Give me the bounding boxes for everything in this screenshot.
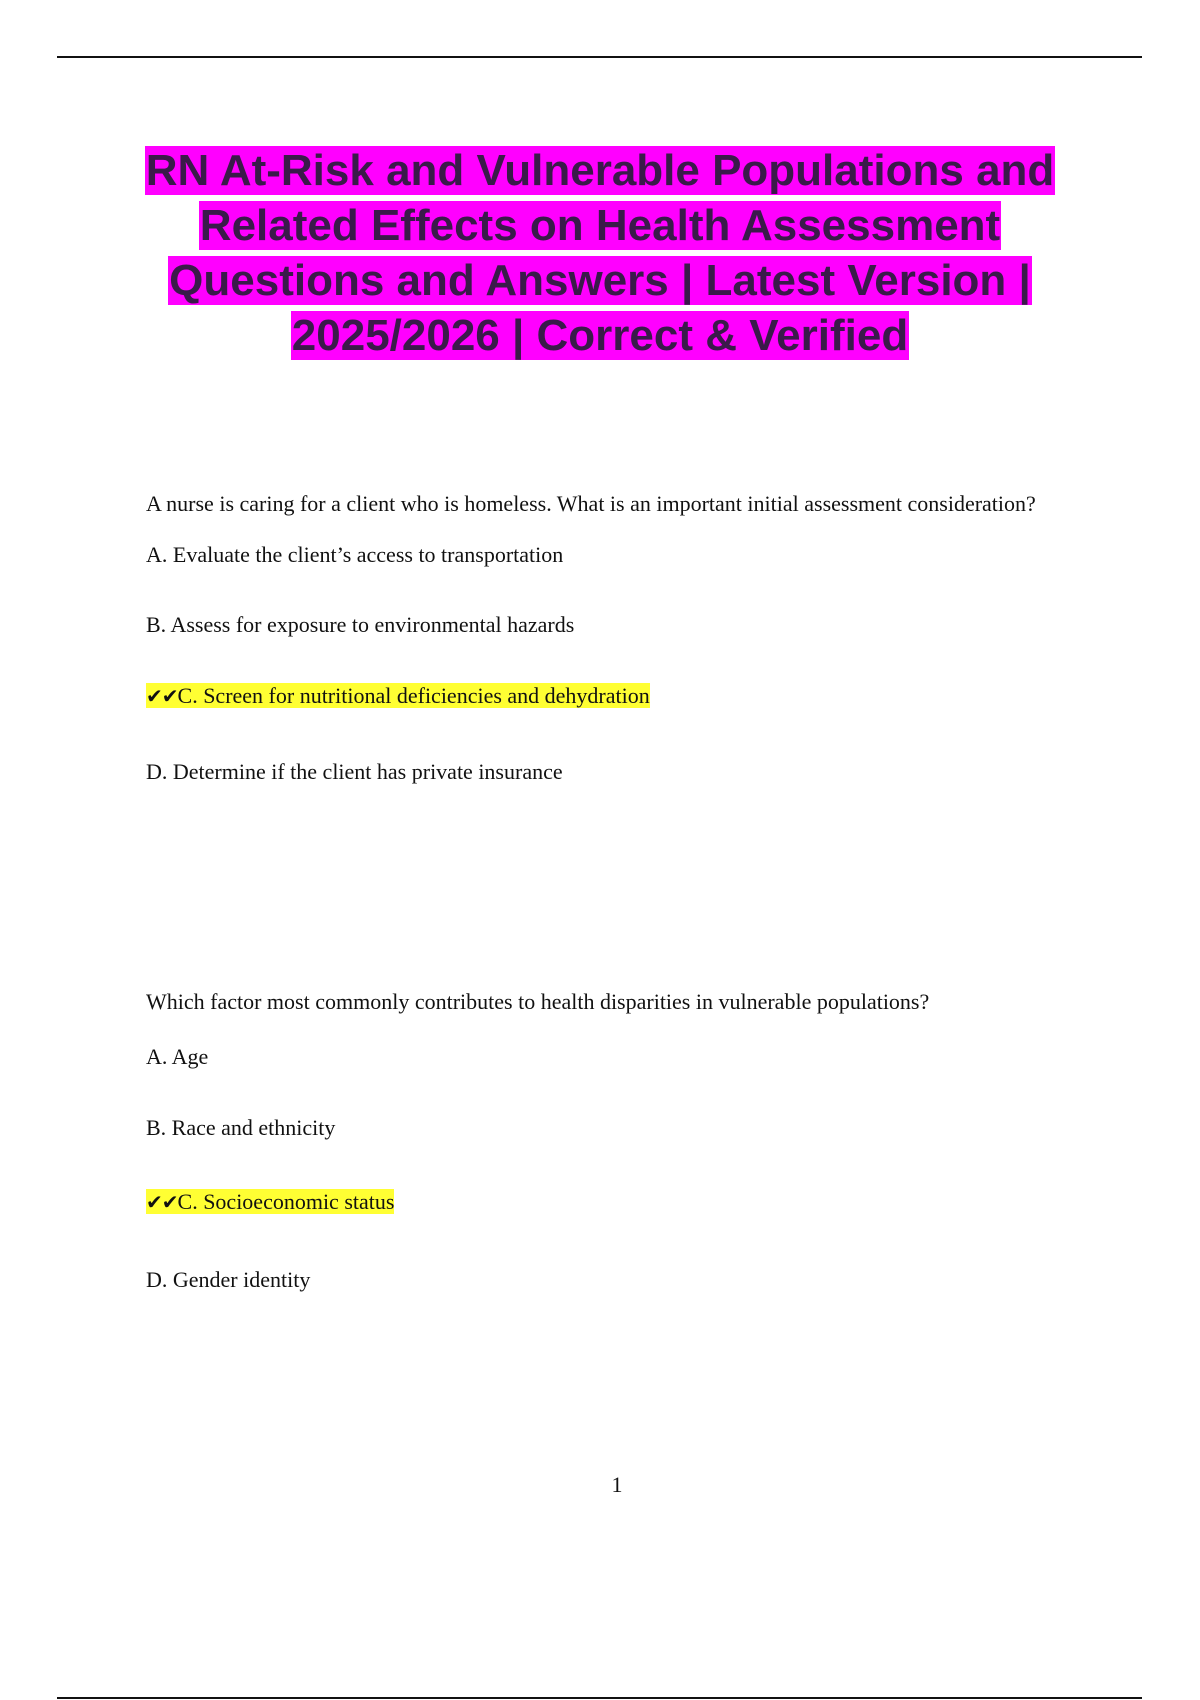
question-text: A nurse is caring for a client who is homeless. What is an important initial assessment consideration? xyxy=(146,491,1036,516)
footer-rule xyxy=(57,1697,1142,1699)
title-highlight: RN At-Risk and Vulnerable Populations and Related Effects on Health Assessment Questions and Answers | Latest Version | 2025/2026 | Correct & Verified xyxy=(145,146,1055,360)
correct-answer-highlight xyxy=(146,1189,394,1214)
option-c-correct xyxy=(146,1187,1046,1217)
correct-answer-highlight xyxy=(146,683,650,708)
page-number: 1 xyxy=(611,1472,623,1497)
check-mark-icon: ✔✔ xyxy=(146,1190,178,1214)
option-b: B. Race and ethnicity xyxy=(146,1115,336,1140)
option-b: B. Assess for exposure to environmental hazards xyxy=(146,612,575,637)
option-d: D. Determine if the client has private insurance xyxy=(146,759,563,784)
header-rule xyxy=(57,56,1142,58)
check-mark-icon: ✔✔ xyxy=(146,684,178,708)
question-block-1 xyxy=(146,475,1046,787)
option-a: A. Evaluate the client’s access to transportation xyxy=(146,542,564,567)
option-c-label: C. Screen for nutritional deficiencies and dehydration xyxy=(177,683,650,708)
question-text: Which factor most commonly contributes to health disparities in vulnerable populations? xyxy=(146,989,930,1014)
option-c-correct xyxy=(146,681,1046,711)
document-title xyxy=(140,143,1060,363)
question-block-2 xyxy=(146,973,1046,1295)
option-c-label: C. Socioeconomic status xyxy=(177,1189,395,1214)
option-a: A. Age xyxy=(146,1044,209,1069)
option-d: D. Gender identity xyxy=(146,1267,311,1292)
